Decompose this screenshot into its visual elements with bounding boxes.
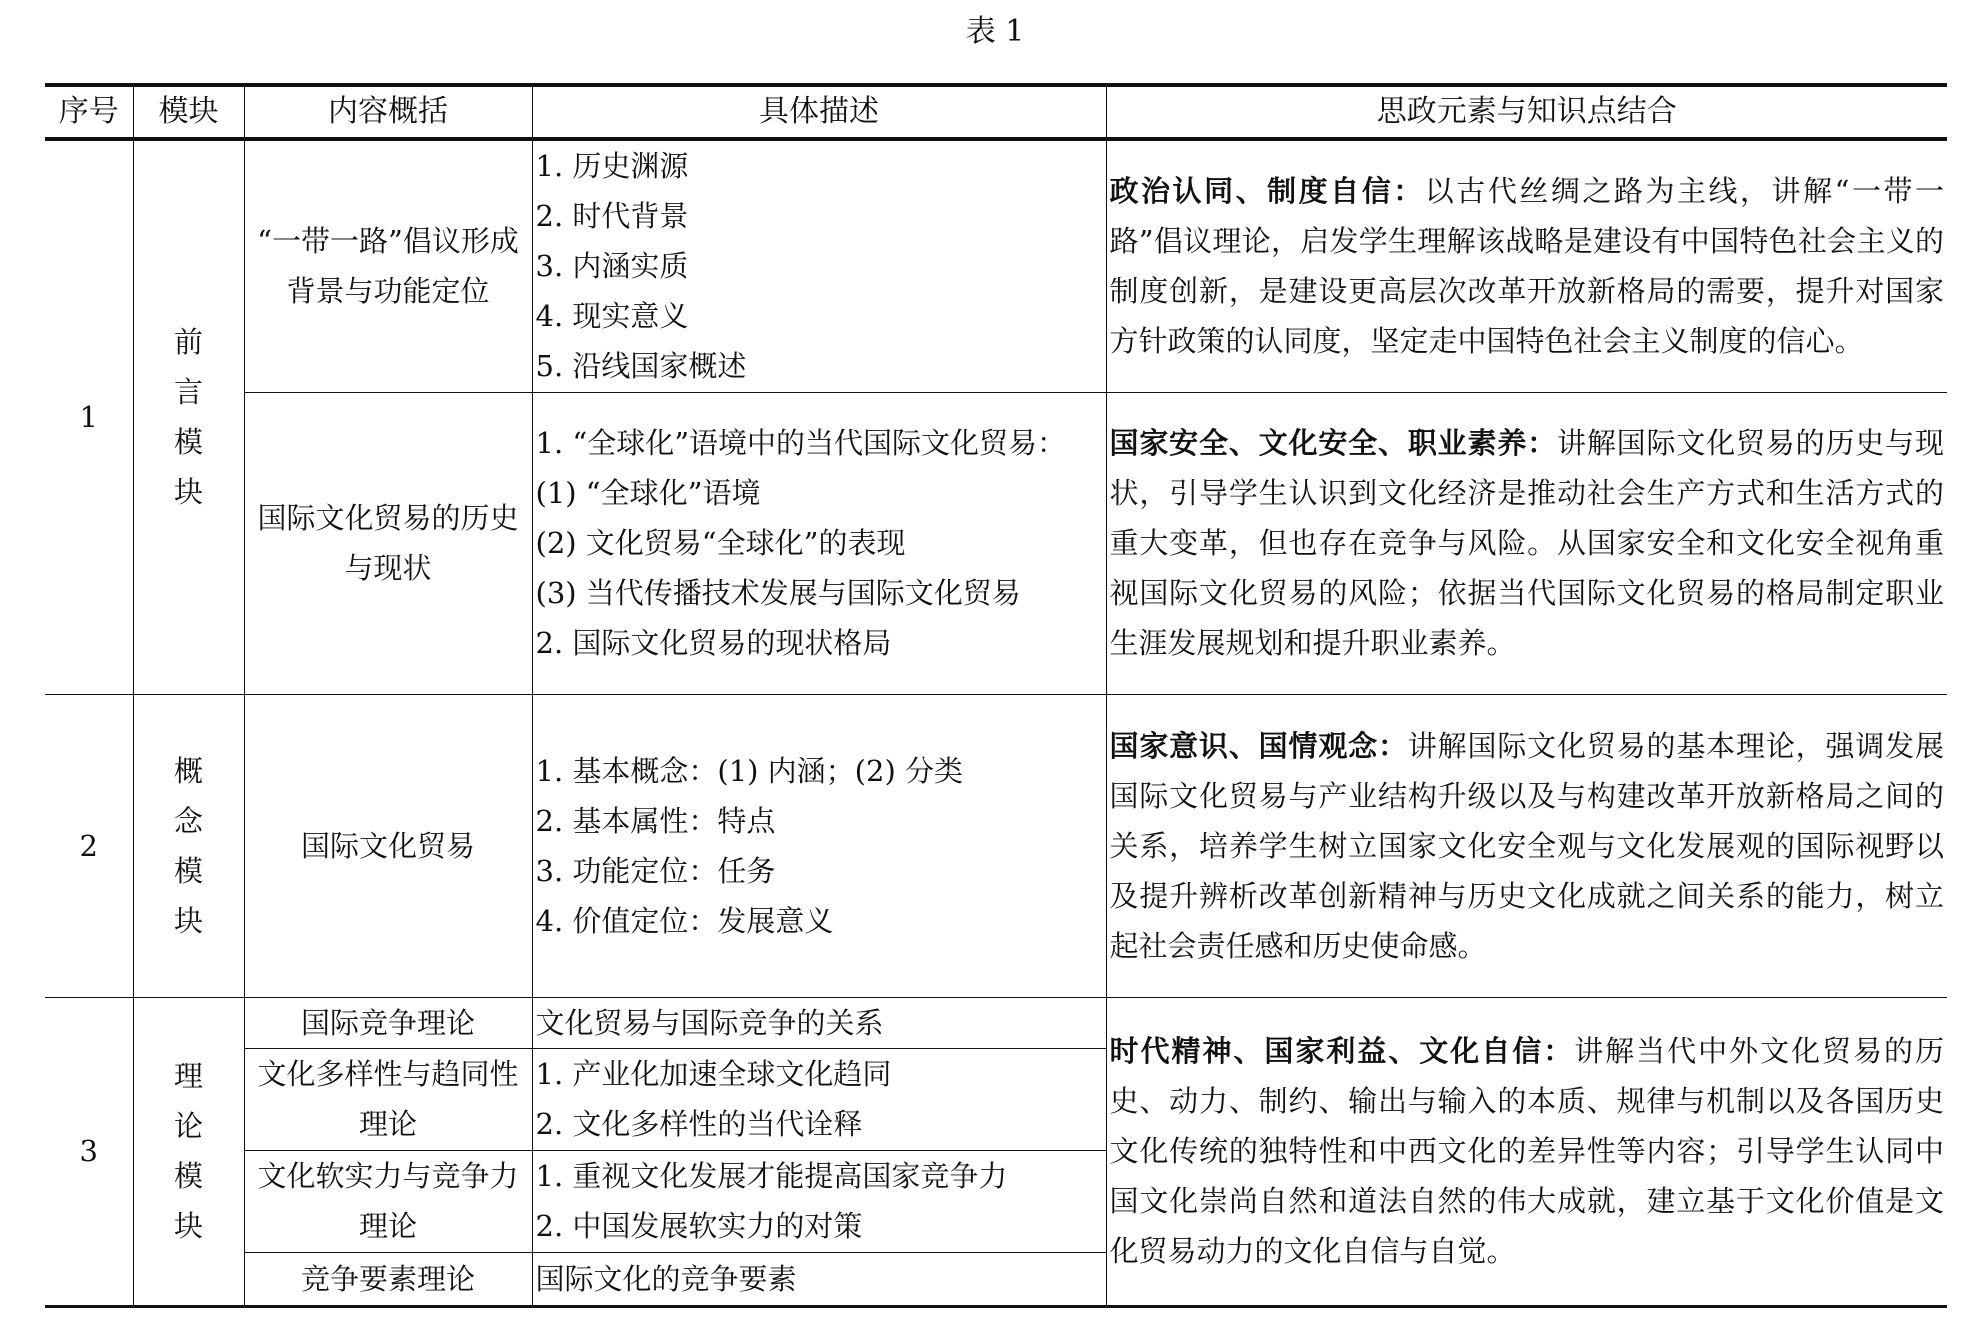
description-line: 1. “全球化”语境中的当代国际文化贸易：: [535, 426, 1067, 460]
description-cell: [532, 997, 1106, 1048]
header-summary: 内容概括: [244, 85, 532, 139]
row-number: 3: [45, 997, 133, 1306]
summary-cell: 文化多样性与趋同性理论: [244, 1048, 532, 1150]
ideology-text: 讲解国际文化贸易的基本理论，强调发展国际文化贸易与产业结构升级以及与构建改革开放新格局之间的关系，培养学生树立国家文化安全观与文化发展观的国际视野以及提升辨析改革创新精神与历史文化成就之间关系的能力，树立起社会责任感和历史使命感。: [1109, 728, 1944, 963]
description-line: 2. 基本属性：特点: [535, 803, 776, 838]
ideology-keywords: 政治认同、制度自信：: [1109, 174, 1425, 209]
description-line: 1. 重视文化发展才能提高国家竞争力: [535, 1159, 1008, 1193]
header-description: 具体描述: [532, 85, 1106, 139]
table-title: 表 1: [965, 14, 1025, 49]
summary-cell: 文化软实力与竞争力理论: [244, 1150, 532, 1252]
table-row: [45, 694, 1947, 997]
ideology-cell: [1106, 139, 1947, 392]
description-cell: [532, 694, 1106, 997]
ideology-text: 讲解国际文化贸易的历史与现状，引导学生认识到文化经济是推动社会生产方式和生活方式的重大变革，但也存在竞争与风险。从国家安全和文化安全视角重视国际文化贸易的风险；依据当代国际文化贸易的格局制定职业生涯发展规划和提升职业素养。: [1109, 426, 1944, 660]
module-cell: [133, 997, 244, 1306]
summary-cell: 国际文化贸易: [244, 694, 532, 997]
description-cell: [532, 392, 1106, 694]
description-line: 1. 产业化加速全球文化趋同: [535, 1057, 892, 1091]
description-cell: [532, 1048, 1106, 1150]
description-line: 5. 沿线国家概述: [535, 349, 747, 384]
description-line: (1) “全球化”语境: [535, 476, 761, 510]
header-row: [45, 85, 1947, 139]
description-line: 2. 文化多样性的当代诠释: [535, 1107, 863, 1141]
description-cell: [532, 1150, 1106, 1252]
ideology-keywords: 国家安全、文化安全、职业素养：: [1109, 426, 1557, 460]
description-cell: [532, 1252, 1106, 1306]
description-line: 3. 内涵实质: [535, 249, 689, 284]
description-line: (3) 当代传播技术发展与国际文化贸易: [535, 576, 1021, 610]
table-row: [45, 997, 1947, 1048]
header-module: 模块: [133, 85, 244, 139]
ideology-keywords: 时代精神、国家利益、文化自信：: [1109, 1034, 1575, 1068]
description-line: 1. 基本概念：(1) 内涵；(2) 分类: [535, 753, 963, 788]
summary-cell: 竞争要素理论: [244, 1252, 532, 1306]
header-no: 序号: [45, 85, 133, 139]
description-line: 国际文化的竞争要素: [535, 1261, 797, 1296]
description-line: 2. 中国发展软实力的对策: [535, 1209, 863, 1243]
ideology-keywords: 国家意识、国情观念：: [1109, 728, 1408, 763]
ideology-cell: [1106, 392, 1947, 694]
row-number: 2: [45, 694, 133, 997]
ideology-text: 讲解当代中外文化贸易的历史、动力、制约、输出与输入的本质、规律与机制以及各国历史文化传统的独特性和中西文化的差异性等内容；引导学生认同中国文化崇尚自然和道法自然的伟大成就，建立基于文化价值是文化贸易动力的文化自信与自觉。: [1109, 1034, 1944, 1268]
module-name: 理论 模块: [173, 1059, 203, 1243]
ideology-cell: [1106, 997, 1947, 1306]
row-number: 1: [45, 139, 133, 694]
ideology-text: 以古代丝绸之路为主线，讲解“一带一路”倡议理论，启发学生理解该战略是建设有中国特色社会主义的制度创新，是建设更高层次改革开放新格局的需要，提升对国家方针政策的认同度，坚定走中国特色社会主义制度的信心。: [1109, 174, 1944, 359]
summary-cell: 国际竞争理论: [244, 997, 532, 1048]
description-line: 文化贸易与国际竞争的关系: [535, 1005, 884, 1040]
description-line: 4. 价值定位：发展意义: [535, 903, 834, 938]
course-table: [45, 83, 1947, 1308]
description-cell: [532, 139, 1106, 392]
description-line: 2. 国际文化贸易的现状格局: [535, 626, 892, 660]
summary-cell: 国际文化贸易的历史与现状: [244, 392, 532, 694]
module-cell: [133, 694, 244, 997]
header-ideology: 思政元素与知识点结合: [1106, 85, 1947, 139]
module-name: 概念 模块: [173, 753, 203, 938]
description-line: 4. 现实意义: [535, 299, 689, 334]
module-cell: [133, 139, 244, 694]
table-row: [45, 139, 1947, 392]
ideology-cell: [1106, 694, 1947, 997]
description-line: 1. 历史渊源: [535, 149, 689, 184]
description-line: 2. 时代背景: [535, 199, 689, 234]
description-line: (2) 文化贸易“全球化”的表现: [535, 526, 906, 560]
description-line: 3. 功能定位：任务: [535, 853, 776, 888]
summary-cell: “一带一路”倡议形成背景与功能定位: [244, 139, 532, 392]
module-name: 前言 模块: [173, 325, 203, 510]
table-row: [45, 392, 1947, 694]
